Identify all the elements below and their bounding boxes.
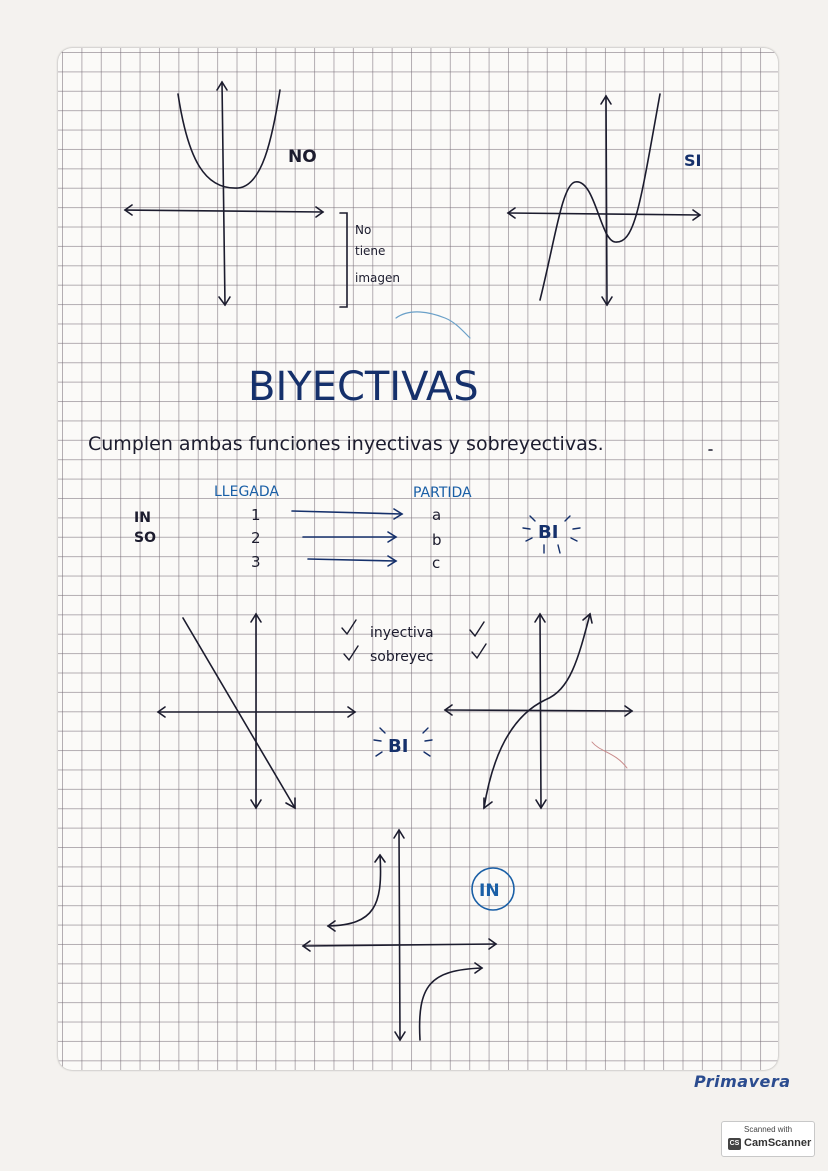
graph2-x-axis bbox=[508, 213, 700, 215]
col2-value-1: a bbox=[432, 506, 442, 524]
graph1-label: NO bbox=[288, 147, 317, 167]
graph1-bracket bbox=[340, 213, 347, 307]
col2-value-2: b bbox=[432, 531, 442, 549]
scanner-name: CamScanner bbox=[744, 1137, 812, 1149]
col1-header: LLEGADA bbox=[214, 484, 279, 500]
col2-value-3: c bbox=[432, 554, 441, 572]
camscanner-logo-icon: CS bbox=[728, 1138, 741, 1150]
graph1-y-axis bbox=[222, 82, 225, 305]
row-label-in: IN bbox=[134, 510, 151, 526]
col1-value-2: 2 bbox=[251, 529, 261, 547]
graph2-label: SI bbox=[684, 151, 702, 170]
graph1-note-3: imagen bbox=[355, 271, 400, 285]
graph1-note-2: tiene bbox=[355, 244, 386, 258]
check-item-2: sobreyec bbox=[370, 649, 434, 665]
scanner-top-text: Scanned with bbox=[743, 1125, 793, 1134]
bi-marker-2: BI bbox=[388, 736, 409, 757]
graph2-cubic bbox=[540, 94, 660, 300]
graph1-parabola bbox=[178, 90, 280, 188]
graph2-y-axis bbox=[606, 96, 607, 305]
col1-value-1: 1 bbox=[251, 506, 261, 524]
col1-value-3: 3 bbox=[251, 553, 261, 571]
graph1-note-1: No bbox=[355, 223, 372, 237]
notebook-brand: Primavera bbox=[694, 1072, 791, 1091]
in-marker: IN bbox=[479, 881, 500, 901]
definition-text: Cumplen ambas funciones inyectivas y sobreyectivas. bbox=[88, 433, 604, 455]
col2-header: PARTIDA bbox=[413, 485, 472, 501]
camscanner-badge bbox=[721, 1121, 815, 1157]
check-item-1: inyectiva bbox=[370, 625, 434, 641]
row-label-so: SO bbox=[134, 530, 156, 546]
page-heading: BIYECTIVAS bbox=[248, 364, 479, 410]
bi-marker-1: BI bbox=[538, 522, 559, 543]
